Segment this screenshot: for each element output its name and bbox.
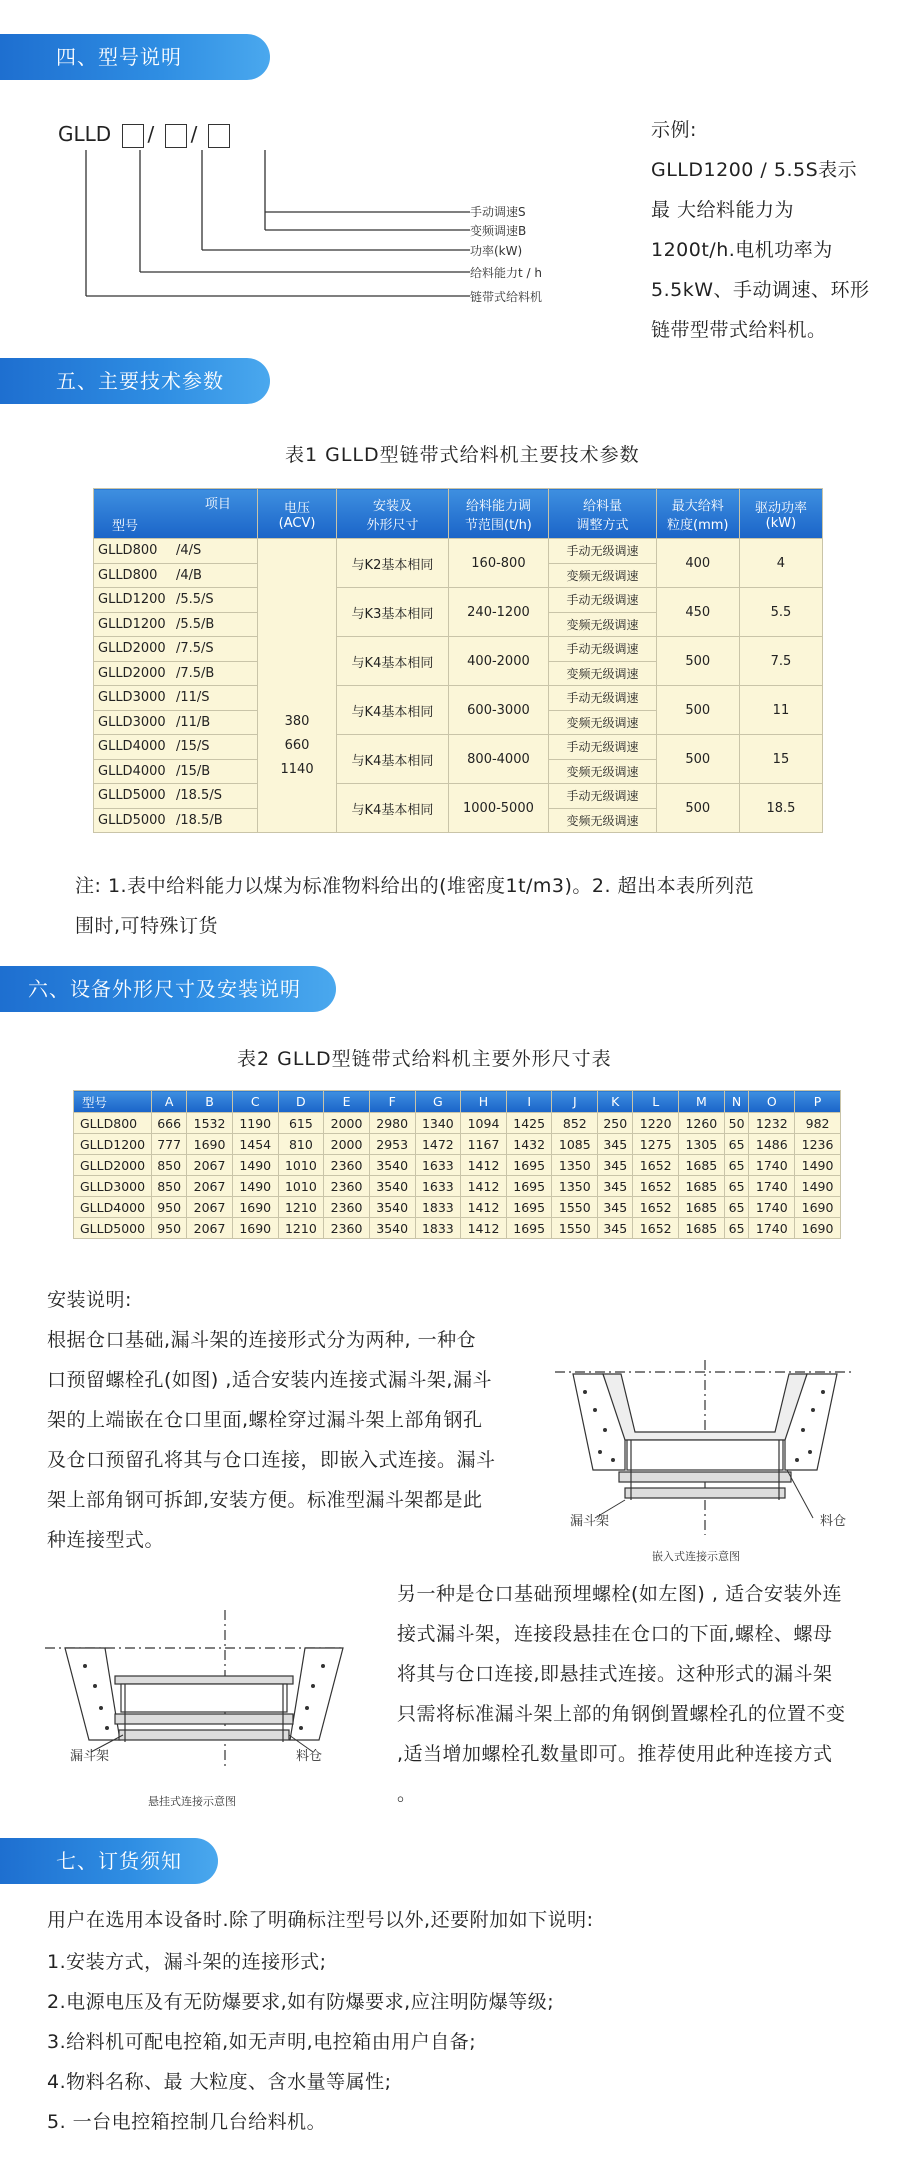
fig2-label-right: 料仓 [296,1749,323,1764]
table2-cell: 1350 [552,1176,598,1197]
table2-cell: 1690 [187,1134,233,1155]
table2-cell: 1232 [749,1113,795,1134]
table2-cell: 1633 [415,1155,461,1176]
table1-size: 400 [656,539,739,588]
table1-spec: /11/B [176,714,211,730]
hs1: 粒度(mm) [667,517,729,533]
order-intro: 用户在选用本设备时.除了明确标注型号以外,还要附加如下说明: [47,1909,594,1931]
hc1: 节范围(t/h) [465,517,532,533]
table1-capacity: 240-1200 [448,588,549,637]
table2-cell: 810 [278,1134,324,1155]
table2-row [74,1218,841,1239]
install-p1-1: 口预留螺栓孔(如图) ,适合安装内连接式漏斗架,漏斗 [47,1369,492,1391]
install-p2-1: 接式漏斗架，连接段悬挂在仓口的下面,螺栓、螺母 [397,1623,833,1645]
order-item-1: 2.电源电压及有无防爆要求,如有防爆要求,应注明防爆等级; [47,1991,555,2013]
table2-caption: 表2 GLLD型链带式给料机主要外形尺寸表 [237,1048,612,1070]
table2-cell: 1340 [415,1113,461,1134]
table1-header-adjust [549,489,656,539]
table2-cell: 1740 [749,1176,795,1197]
example-title: 示例: [651,119,697,141]
table2-cell: 1652 [633,1176,679,1197]
table1-adjust: 变频无级调速 [549,710,656,735]
table2-header: C [232,1091,278,1113]
table2-cell: 1685 [679,1197,725,1218]
table2-cell: 2000 [324,1134,370,1155]
install-p2-4: ,适当增加螺栓孔数量即可。推荐使用此种连接方式 [397,1743,833,1765]
table2-cell: 982 [795,1113,841,1134]
table2-cell: 1350 [552,1155,598,1176]
table2-cell: 666 [152,1113,187,1134]
hs0: 最大给料 [671,498,724,514]
table2-cell: 1220 [633,1113,679,1134]
table2-cell: 2360 [324,1218,370,1239]
hv1: (ACV) [278,515,316,531]
table1-spec: /5.5/B [176,616,215,632]
table2-header: K [598,1091,633,1113]
model-label-4: 链带式给料机 [470,290,543,304]
top-cut-text [60,0,620,2]
ha1: 调整方式 [576,517,629,533]
table2-cell: 1236 [795,1134,841,1155]
table1-model-cell [94,808,258,833]
table2-cell: 1412 [461,1218,507,1239]
table1 [93,488,823,833]
table1-power: 11 [739,686,822,735]
table1-size: 500 [656,637,739,686]
example-line-3: 5.5kW、手动调速、环形 [651,279,870,301]
table2-cell: 1685 [679,1218,725,1239]
table2-cell: 1685 [679,1176,725,1197]
model-box-3 [208,124,230,148]
table1-model-cell [94,784,258,809]
table2-cell: 1690 [232,1218,278,1239]
table2-cell: 1085 [552,1134,598,1155]
table1-caption: 表1 GLLD型链带式给料机主要技术参数 [285,444,640,466]
table1-model: GLLD3000 [98,690,166,706]
table2-cell: 1490 [795,1176,841,1197]
example-line-0: GLLD1200 / 5.5S表示 [651,159,858,181]
table2-header: G [415,1091,461,1113]
table2-header: N [724,1091,749,1113]
embedded-connection-figure [555,1360,855,1535]
table2-cell: 1685 [679,1155,725,1176]
table1-spec: /7.5/S [176,641,214,657]
table1-spec: /18.5/B [176,812,223,828]
table1-adjust: 变频无级调速 [549,759,656,784]
hv0: 电压 [284,500,311,516]
table1-model: GLLD1200 [98,592,166,608]
table1-spec: /15/S [176,739,210,755]
table2-cell: 850 [152,1155,187,1176]
model-prefix: GLLD [58,122,112,146]
install-p1-4: 架上部角钢可拆卸,安装方便。标准型漏斗架都是此 [47,1489,483,1511]
table2 [73,1090,841,1239]
table2-cell: 2360 [324,1197,370,1218]
order-item-3: 4.物料名称、最 大粒度、含水量等属性; [47,2071,392,2093]
table2-cell: 1425 [506,1113,552,1134]
table1-row [94,784,823,809]
table1-adjust: 变频无级调速 [549,661,656,686]
table1-adjust: 手动无级调速 [549,637,656,662]
table1-model: GLLD2000 [98,665,166,681]
table2-cell: 2067 [187,1155,233,1176]
table1-adjust: 手动无级调速 [549,588,656,613]
table1-model: GLLD800 [98,567,158,583]
voltage-value: 1140 [280,761,314,777]
table2-cell: 1260 [679,1113,725,1134]
table2-cell: 50 [724,1113,749,1134]
table1-adjust: 手动无级调速 [549,539,656,564]
order-item-2: 3.给料机可配电控箱,如无声明,电控箱由用户自备; [47,2031,477,2053]
table2-cell: 1690 [795,1197,841,1218]
table1-capacity: 400-2000 [448,637,549,686]
hc0: 给料能力调 [465,498,531,514]
table1-row [94,686,823,711]
table2-header: M [679,1091,725,1113]
example-line-2: 1200t/h.电机功率为 [651,239,833,261]
table2-header: P [795,1091,841,1113]
table1-model-cell [94,735,258,760]
table2-row [74,1155,841,1176]
install-p2-2: 将其与仓口连接,即悬挂式连接。这种形式的漏斗架 [397,1663,833,1685]
table2-cell: 1412 [461,1176,507,1197]
table1-size: 500 [656,735,739,784]
table2-cell: 65 [724,1218,749,1239]
table2-cell: 1550 [552,1218,598,1239]
table2-cell: 1010 [278,1176,324,1197]
table2-cell: 1210 [278,1197,324,1218]
table2-cell: 950 [152,1197,187,1218]
table2-header: L [633,1091,679,1113]
table2-cell: 950 [152,1218,187,1239]
table1-row [94,539,823,564]
table2-header: D [278,1091,324,1113]
table2-cell: 1633 [415,1176,461,1197]
table1-size: 500 [656,784,739,833]
table2-cell: 1532 [187,1113,233,1134]
table2-cell: 1690 [232,1197,278,1218]
table1-header-model [94,489,258,539]
table2-cell: 1490 [232,1176,278,1197]
table2-cell: 1094 [461,1113,507,1134]
table2-cell: 1652 [633,1155,679,1176]
table1-power: 18.5 [739,784,822,833]
table1-model: GLLD800 [98,543,158,559]
table1-row [94,735,823,760]
table2-cell: 3540 [369,1176,415,1197]
table2-header: A [152,1091,187,1113]
table2-cell: 2067 [187,1176,233,1197]
table2-row [74,1197,841,1218]
table2-cell: GLLD2000 [74,1155,152,1176]
table1-header-voltage [257,489,336,539]
table2-cell: 852 [552,1113,598,1134]
install-p2-5: 。 [397,1783,417,1805]
table1-size: 450 [656,588,739,637]
table1-model-cell [94,637,258,662]
table2-row [74,1176,841,1197]
table2-header: E [324,1091,370,1113]
table2-cell: 2067 [187,1197,233,1218]
table2-header: I [506,1091,552,1113]
model-box-2 [165,124,187,148]
table1-header-item: 项目 [204,497,231,512]
voltage-value: 380 [284,713,310,729]
table2-cell: 1695 [506,1176,552,1197]
model-code [58,122,234,148]
table1-model: GLLD4000 [98,739,166,755]
table2-header: B [187,1091,233,1113]
section-6-header: 六、设备外形尺寸及安装说明 [0,966,336,1012]
table2-cell: 1486 [749,1134,795,1155]
table1-size: 500 [656,686,739,735]
table1-adjust: 手动无级调速 [549,784,656,809]
table2-cell: 1454 [232,1134,278,1155]
table2-cell: 1690 [795,1218,841,1239]
table2-cell: 1695 [506,1197,552,1218]
example-line-4: 链带型带式给料机。 [651,319,827,341]
table2-cell: 2067 [187,1218,233,1239]
table2-cell: 850 [152,1176,187,1197]
table2-cell: GLLD4000 [74,1197,152,1218]
table2-cell: 1210 [278,1218,324,1239]
table2-cell: 777 [152,1134,187,1155]
table1-model: GLLD3000 [98,714,166,730]
table2-cell: 1695 [506,1218,552,1239]
table2-cell: GLLD800 [74,1113,152,1134]
table1-model-cell [94,661,258,686]
table1-install: 与K4基本相同 [337,686,448,735]
table2-cell: 345 [598,1197,633,1218]
fig1-label-right: 料仓 [820,1514,847,1529]
table2-header: 型号 [74,1091,152,1113]
table2-cell: 1275 [633,1134,679,1155]
table1-header-model-label: 型号 [112,519,139,534]
table2-cell: 65 [724,1197,749,1218]
order-item-4: 5. 一台电控箱控制几台给料机。 [47,2111,327,2133]
table2-cell: 1490 [795,1155,841,1176]
table2-cell: 65 [724,1176,749,1197]
table1-spec: /4/B [176,567,202,583]
table2-cell: 1490 [232,1155,278,1176]
table1-spec: /5.5/S [176,592,214,608]
model-label-0: 手动调速S [470,205,526,219]
table1-model-cell [94,686,258,711]
model-label-1: 变频调速B [470,224,527,238]
model-sep-2: / [190,122,198,146]
table1-header-capacity [448,489,549,539]
table2-cell: 250 [598,1113,633,1134]
table1-row [94,637,823,662]
table1-power: 15 [739,735,822,784]
fig1-label-left: 漏斗架 [570,1514,610,1529]
table2-cell: 3540 [369,1218,415,1239]
table2-cell: GLLD1200 [74,1134,152,1155]
table2-cell: 1167 [461,1134,507,1155]
table1-header-size [656,489,739,539]
table2-cell: 1740 [749,1197,795,1218]
install-p1-2: 架的上端嵌在仓口里面,螺栓穿过漏斗架上部角钢孔 [47,1409,483,1431]
table2-cell: 1432 [506,1134,552,1155]
hi0: 安装及 [372,498,412,514]
table1-model-cell [94,612,258,637]
model-label-3: 给料能力t / h [470,266,542,280]
table1-install: 与K4基本相同 [337,735,448,784]
hi1: 外形尺寸 [366,517,419,533]
table2-cell: 1190 [232,1113,278,1134]
table2-cell: 2953 [369,1134,415,1155]
install-p1-5: 种连接型式。 [47,1529,165,1551]
table1-spec: /11/S [176,690,210,706]
table1-adjust: 变频无级调速 [549,612,656,637]
hp1: (kW) [765,515,797,531]
table2-cell: 3540 [369,1197,415,1218]
table2-row [74,1134,841,1155]
table2-cell: 615 [278,1113,324,1134]
install-p1-0: 根据仓口基础,漏斗架的连接形式分为两种, 一种仓 [47,1329,477,1351]
table2-cell: 1652 [633,1218,679,1239]
table2-cell: 345 [598,1176,633,1197]
install-p1-3: 及仓口预留孔将其与仓口连接，即嵌入式连接。漏斗 [47,1449,496,1471]
table1-header-install [337,489,448,539]
table1-spec: /4/S [176,543,202,559]
model-diagram-lines [80,150,480,310]
table2-cell: 1305 [679,1134,725,1155]
table2-cell: 2980 [369,1113,415,1134]
install-p2-0: 另一种是仓口基础预埋螺栓(如左图) , 适合安装外连 [397,1583,842,1605]
table1-power: 4 [739,539,822,588]
table2-cell: 1833 [415,1197,461,1218]
table2-header: J [552,1091,598,1113]
fig2-caption: 悬挂式连接示意图 [148,1795,236,1808]
table2-header: O [749,1091,795,1113]
table1-power: 7.5 [739,637,822,686]
fig2-label-left: 漏斗架 [70,1749,110,1764]
table1-install: 与K4基本相同 [337,784,448,833]
install-title: 安装说明: [47,1289,132,1311]
table1-spec: /18.5/S [176,788,222,804]
install-p2-3: 只需将标准漏斗架上部的角钢倒置螺栓孔的位置不变 [397,1703,846,1725]
table1-capacity: 160-800 [448,539,549,588]
table2-header: H [461,1091,507,1113]
table1-install: 与K4基本相同 [337,637,448,686]
table1-adjust: 变频无级调速 [549,808,656,833]
table1-install: 与K2基本相同 [337,539,448,588]
table1-model-cell [94,759,258,784]
table1-spec: /15/B [176,763,211,779]
voltage-value: 660 [284,737,310,753]
table2-cell: 65 [724,1155,749,1176]
table1-model: GLLD5000 [98,788,166,804]
table1-capacity: 600-3000 [448,686,549,735]
section-4-header: 四、型号说明 [0,34,270,80]
table2-cell: 1833 [415,1218,461,1239]
section-7-header: 七、订货须知 [0,1838,218,1884]
table2-cell: GLLD5000 [74,1218,152,1239]
table2-cell: 1550 [552,1197,598,1218]
table1-note-0: 注: 1.表中给料能力以煤为标准物料给出的(堆密度1t/m3)。2. 超出本表所列范 [75,875,755,897]
table2-cell: 1740 [749,1155,795,1176]
table2-cell: 2360 [324,1155,370,1176]
table1-power: 5.5 [739,588,822,637]
table2-cell: 1412 [461,1155,507,1176]
order-item-0: 1.安装方式，漏斗架的连接形式; [47,1951,327,1973]
table1-model-cell [94,563,258,588]
table2-cell: 1740 [749,1218,795,1239]
table2-cell: 345 [598,1155,633,1176]
table2-cell: 2360 [324,1176,370,1197]
table2-row [74,1113,841,1134]
table1-adjust: 变频无级调速 [549,563,656,588]
table2-cell: GLLD3000 [74,1176,152,1197]
ha0: 给料量 [582,498,622,514]
table2-cell: 1472 [415,1134,461,1155]
table2-cell: 2000 [324,1113,370,1134]
table1-model: GLLD4000 [98,763,166,779]
table2-header: F [369,1091,415,1113]
table1-adjust: 手动无级调速 [549,735,656,760]
table1-adjust: 手动无级调速 [549,686,656,711]
hp0: 驱动功率 [754,500,807,516]
model-box-1 [122,124,144,148]
table2-cell: 345 [598,1134,633,1155]
table1-model: GLLD5000 [98,812,166,828]
table1-capacity: 800-4000 [448,735,549,784]
table2-cell: 3540 [369,1155,415,1176]
table1-model: GLLD1200 [98,616,166,632]
table1-spec: /7.5/B [176,665,215,681]
table1-model-cell [94,588,258,613]
table1-voltage-cell [257,539,336,833]
table1-capacity: 1000-5000 [448,784,549,833]
table2-cell: 1652 [633,1197,679,1218]
table2-cell: 65 [724,1134,749,1155]
table1-note-1: 围时,可特殊订货 [75,915,219,937]
table1-header-power [739,489,822,539]
table1-model-cell [94,539,258,564]
table1-row [94,588,823,613]
table2-cell: 1010 [278,1155,324,1176]
section-5-header: 五、主要技术参数 [0,358,270,404]
table1-install: 与K3基本相同 [337,588,448,637]
table2-cell: 1695 [506,1155,552,1176]
table1-model: GLLD2000 [98,641,166,657]
model-sep-1: / [147,122,155,146]
table2-cell: 1412 [461,1197,507,1218]
table1-model-cell [94,710,258,735]
table2-cell: 345 [598,1218,633,1239]
example-line-1: 最 大给料能力为 [651,199,795,221]
model-label-2: 功率(kW) [470,244,523,258]
fig1-caption: 嵌入式连接示意图 [652,1550,740,1563]
